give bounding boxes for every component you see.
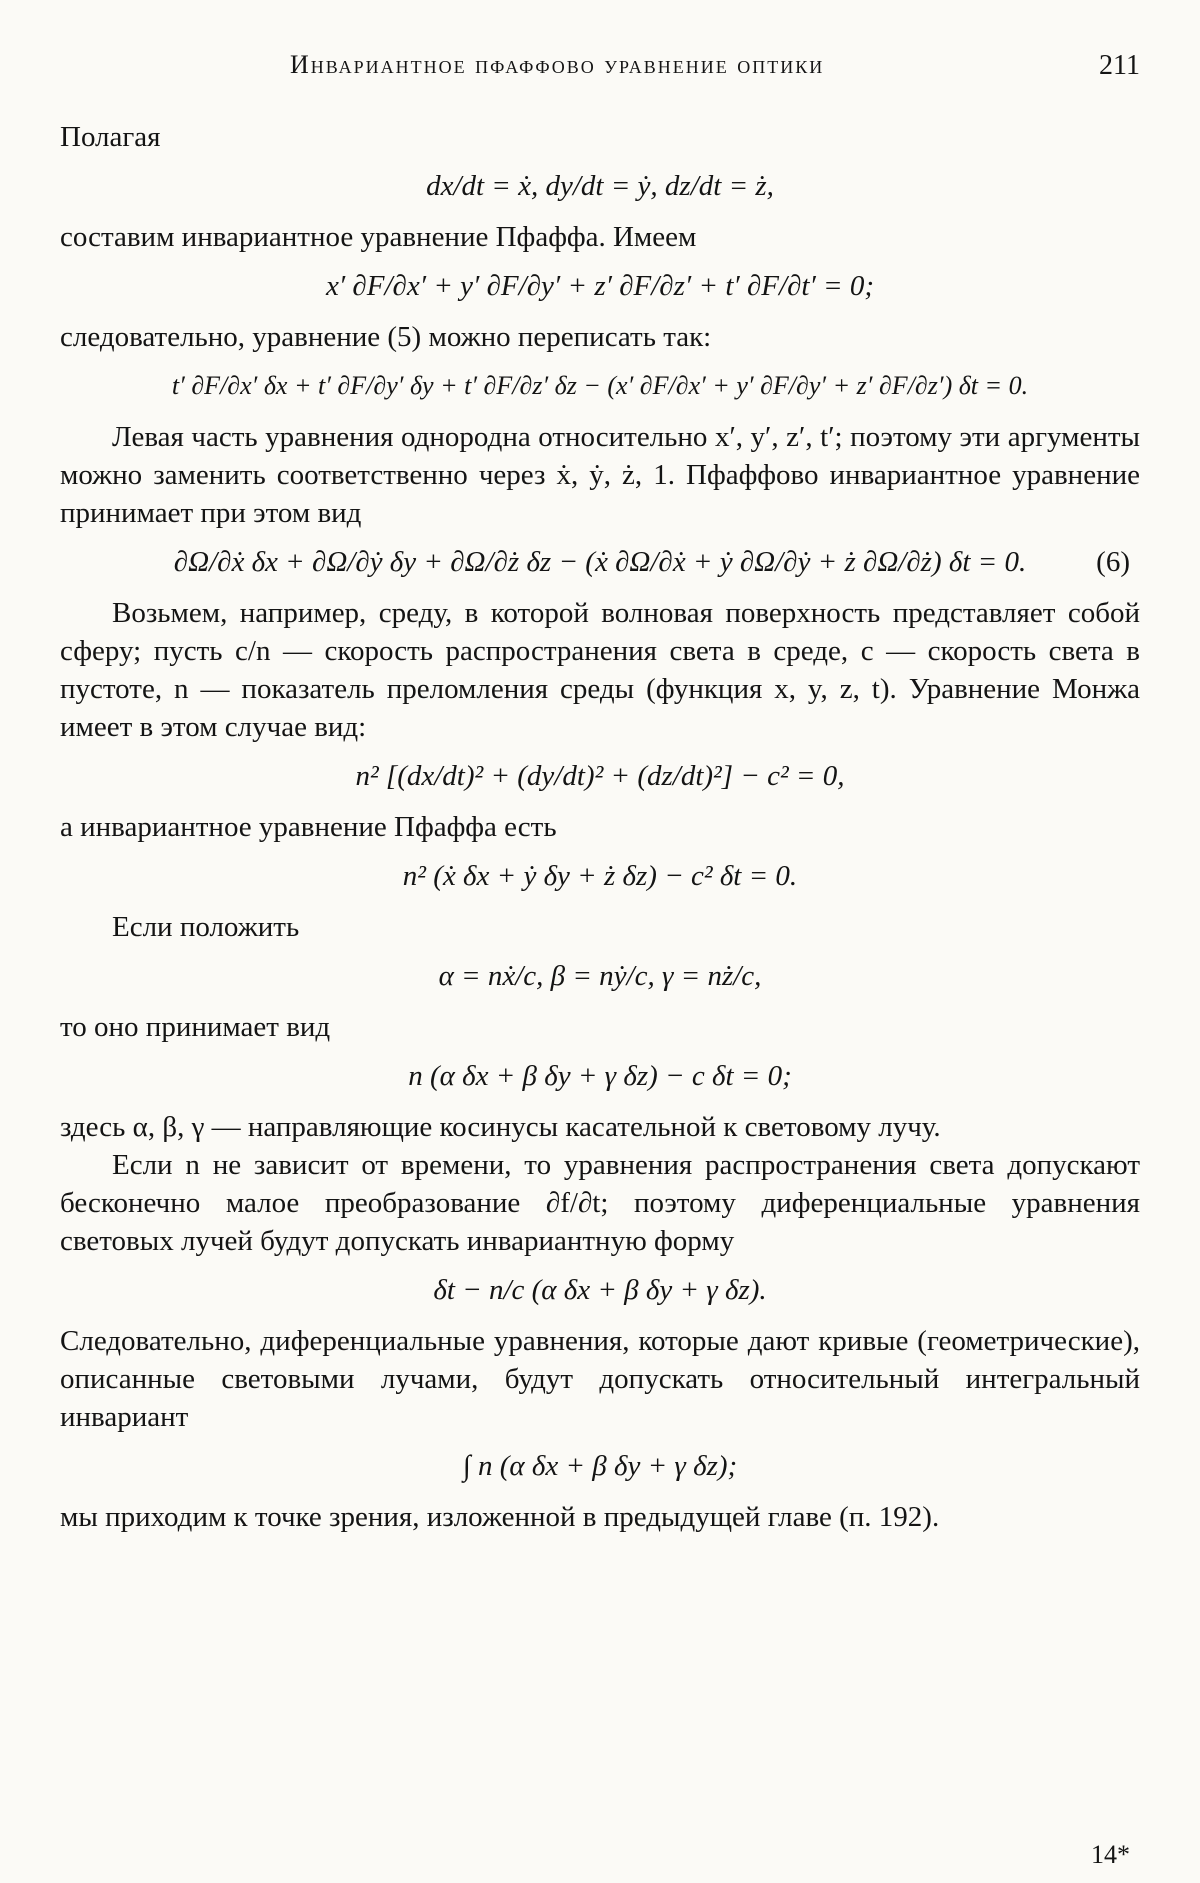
equation-rewritten-5: t′ ∂F/∂x′ δx + t′ ∂F/∂y′ δy + t′ ∂F/∂z′ δz − (x′ ∂F/∂x′ + y′ ∂F/∂y′ + z′ ∂F/∂z′) δt = 0. — [171, 371, 1029, 400]
paragraph: Если положить — [112, 911, 300, 943]
paragraph: а инвариантное уравнение Пфаффа есть — [60, 811, 557, 843]
equation-integral-invariant: ∫ n (α δx + β δy + γ δz); — [462, 1450, 738, 1482]
paragraph: Возьмем, например, среду, в которой волновая поверхность представляет собой сферу; пусть c/n — скорость распространения света в среде, c — скорость света в пустоте, n — показатель преломления среды (функция x, y, z, t). Уравнение Монжа имеет в этом случае вид: — [60, 597, 1140, 743]
paragraph: составим инвариантное уравнение Пфаффа. Имеем — [60, 221, 697, 253]
equation-derivatives: dx/dt = ẋ, dy/dt = ẏ, dz/dt = ż, — [426, 170, 774, 202]
equation-number: (6) — [1096, 546, 1130, 578]
paragraph: Если n не зависит от времени, то уравнения распространения света допускают бесконечно малое преобразование ∂f/∂t; поэтому диференциальные уравнения световых лучей будут допускать инвариантную форму — [60, 1149, 1140, 1257]
signature-mark: 14* — [1091, 1840, 1130, 1869]
paragraph: следовательно, уравнение (5) можно переписать так: — [60, 321, 712, 353]
paragraph: то оно принимает вид — [60, 1011, 331, 1043]
running-title: Инвариантное пфаффово уравнение оптики — [290, 50, 825, 79]
paragraph: здесь α, β, γ — направляющие косинусы касательной к световому лучу. — [60, 1111, 941, 1143]
equation-monge: n² [(dx/dt)² + (dy/dt)² + (dz/dt)²] − c² = 0, — [355, 760, 845, 792]
equation-invariant-form: δt − n/c (α δx + β δy + γ δz). — [433, 1274, 767, 1306]
page-header — [60, 50, 1140, 94]
page-number: 211 — [1099, 50, 1140, 81]
paragraph: мы приходим к точке зрения, изложенной в предыдущей главе (п. 192). — [60, 1501, 940, 1533]
equation-6 — [60, 542, 1140, 582]
equation-6-body: ∂Ω/∂ẋ δx + ∂Ω/∂ẏ δy + ∂Ω/∂ż δz − (ẋ ∂Ω/∂ẋ + ẏ ∂Ω/∂ẏ + ż ∂Ω/∂ż) δt = 0. — [173, 546, 1027, 578]
paragraph: Левая часть уравнения однородна относительно x′, y′, z′, t′; поэтому эти аргументы можно заменить соответственно через ẋ, ẏ, ż, 1. Пфаффово инвариантное уравнение принимает при этом вид — [60, 421, 1140, 529]
paragraph: Полагая — [60, 121, 161, 153]
equation-homogeneity: x′ ∂F/∂x′ + y′ ∂F/∂y′ + z′ ∂F/∂z′ + t′ ∂F/∂t′ = 0; — [325, 270, 875, 302]
paragraph: Следовательно, диференциальные уравнения, которые дают кривые (геометрические), описанные световыми лучами, будут допускать относительный интегральный инвариант — [60, 1325, 1140, 1433]
equation-pfaff-cosines: n (α δx + β δy + γ δz) − c δt = 0; — [408, 1060, 792, 1092]
equation-direction-cosines-def: α = nẋ/c, β = nẏ/c, γ = nż/c, — [438, 960, 762, 992]
equation-pfaff-invariant: n² (ẋ δx + ẏ δy + ż δz) − c² δt = 0. — [402, 860, 798, 892]
page-body — [60, 118, 1140, 1536]
